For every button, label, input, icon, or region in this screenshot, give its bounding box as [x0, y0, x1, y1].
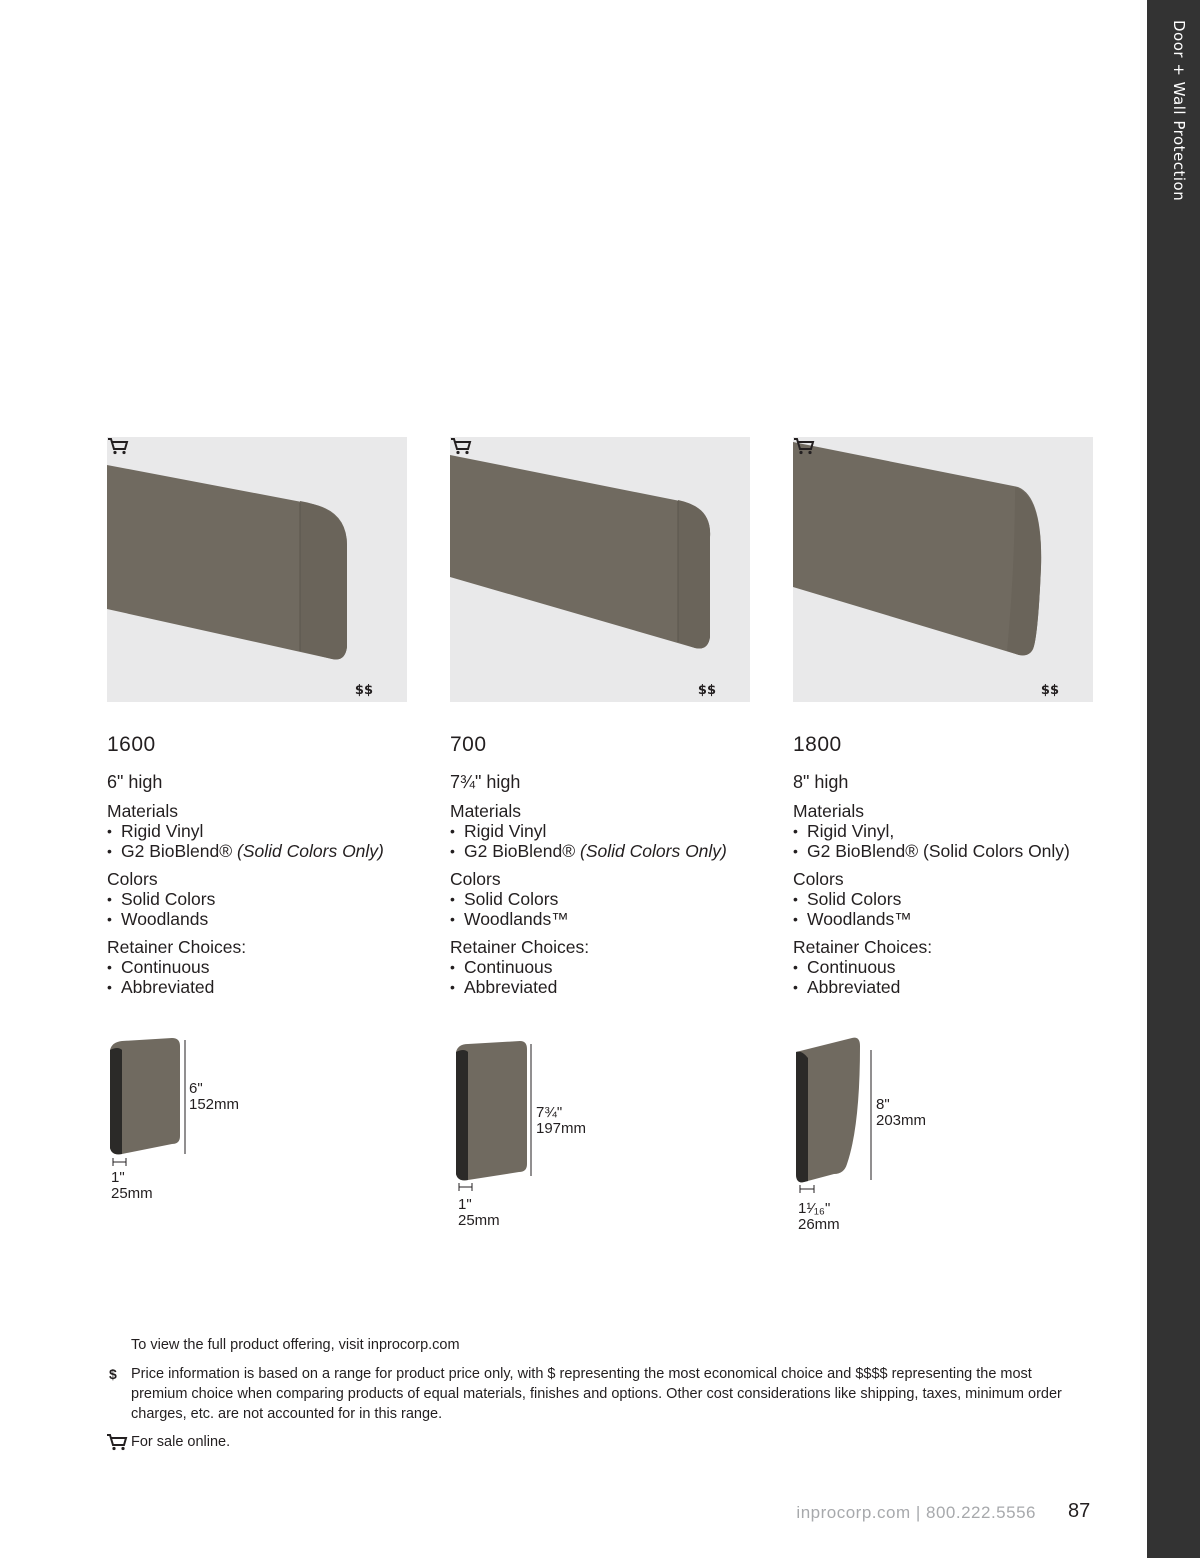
material-item: • Rigid Vinyl	[107, 821, 407, 841]
visit-note: To view the full product offering, visit inprocorp.com	[131, 1337, 460, 1353]
retainer-item: • Abbreviated	[450, 977, 750, 997]
product-column-700	[450, 437, 750, 997]
color-item: • Woodlands	[107, 909, 407, 929]
side-tab	[1147, 0, 1200, 1558]
dim-depth-mm: 25mm	[458, 1212, 500, 1229]
product-column-1800	[793, 437, 1093, 997]
color-item: • Solid Colors	[793, 889, 1093, 909]
price-badge: $$	[697, 683, 716, 698]
cart-icon	[107, 437, 129, 455]
retainer-heading: Retainer Choices:	[107, 937, 247, 957]
retainer-item: • Continuous	[107, 957, 407, 977]
dollar-icon: $	[109, 1366, 117, 1382]
dim-height-mm: 197mm	[536, 1120, 587, 1137]
material-note: (Solid Colors Only)	[237, 841, 384, 861]
colors-heading: Colors	[793, 869, 844, 889]
price-badge: $$	[1040, 683, 1059, 698]
product-photo	[450, 437, 750, 702]
model-number: 1800	[793, 733, 842, 756]
color-item: • Solid Colors	[450, 889, 750, 909]
materials-heading: Materials	[793, 801, 864, 821]
material-item: • G2 BioBlend® (Solid Colors Only)	[107, 841, 407, 861]
dim-depth: 1"	[458, 1196, 472, 1213]
profile-diagram-1600	[104, 1036, 194, 1171]
colors-heading: Colors	[107, 869, 158, 889]
cart-icon	[106, 1433, 128, 1451]
price-note: Price information is based on a range for product price only, with $ representing the most economical choice and $$$$ representing the most premium choice when comparing products of equal materials, finishes and options. Other cost considerations like shipping, taxes, minimum order charges, etc. are not accounted for in this range.	[131, 1366, 1062, 1422]
dim-depth: 1"	[111, 1169, 125, 1186]
retainer-item: • Abbreviated	[793, 977, 1093, 997]
page-number: 87	[1068, 1500, 1091, 1522]
material-note: (Solid Colors Only)	[580, 841, 727, 861]
material-item: • Rigid Vinyl,	[793, 821, 1093, 841]
site-and-phone: inprocorp.com | 800.222.5556	[796, 1503, 1036, 1522]
materials-heading: Materials	[450, 801, 521, 821]
product-column-1600	[107, 437, 407, 997]
model-number: 700	[450, 733, 487, 756]
retainer-heading: Retainer Choices:	[793, 937, 933, 957]
product-photo	[793, 437, 1093, 702]
price-badge: $$	[354, 683, 373, 698]
dim-height: 7¾"	[536, 1104, 563, 1121]
cart-icon	[450, 437, 472, 455]
material-note: (Solid Colors Only)	[923, 841, 1070, 861]
retainer-item: • Abbreviated	[107, 977, 407, 997]
material-item: • Rigid Vinyl	[450, 821, 750, 841]
online-note: For sale online.	[131, 1434, 231, 1450]
profile-diagram-700	[450, 1040, 540, 1195]
material-item: • G2 BioBlend® (Solid Colors Only)	[793, 841, 1093, 861]
material-item: • G2 BioBlend® (Solid Colors Only)	[450, 841, 750, 861]
side-tab-label: Door + Wall Protection	[1170, 20, 1188, 202]
product-height: 7¾" high	[450, 772, 521, 792]
color-item: • Solid Colors	[107, 889, 407, 909]
dim-height-mm: 203mm	[876, 1112, 927, 1129]
color-item: • Woodlands™	[793, 909, 1093, 929]
retainer-heading: Retainer Choices:	[450, 937, 590, 957]
dim-height: 8"	[876, 1096, 890, 1113]
model-number: 1600	[107, 733, 156, 756]
dim-height: 6"	[189, 1080, 203, 1097]
product-photo	[107, 437, 407, 702]
color-item: • Woodlands™	[450, 909, 750, 929]
dim-depth-mm: 26mm	[798, 1216, 840, 1233]
product-height: 6" high	[107, 772, 163, 792]
colors-heading: Colors	[450, 869, 501, 889]
dim-height-mm: 152mm	[189, 1096, 240, 1113]
dim-depth-mm: 25mm	[111, 1185, 153, 1202]
dim-depth: 1¹⁄₁₆"	[798, 1200, 831, 1217]
retainer-item: • Continuous	[793, 957, 1093, 977]
materials-heading: Materials	[107, 801, 178, 821]
cart-icon	[793, 437, 815, 455]
product-height: 8" high	[793, 772, 849, 792]
profile-diagram-1800	[792, 1036, 882, 1196]
retainer-item: • Continuous	[450, 957, 750, 977]
